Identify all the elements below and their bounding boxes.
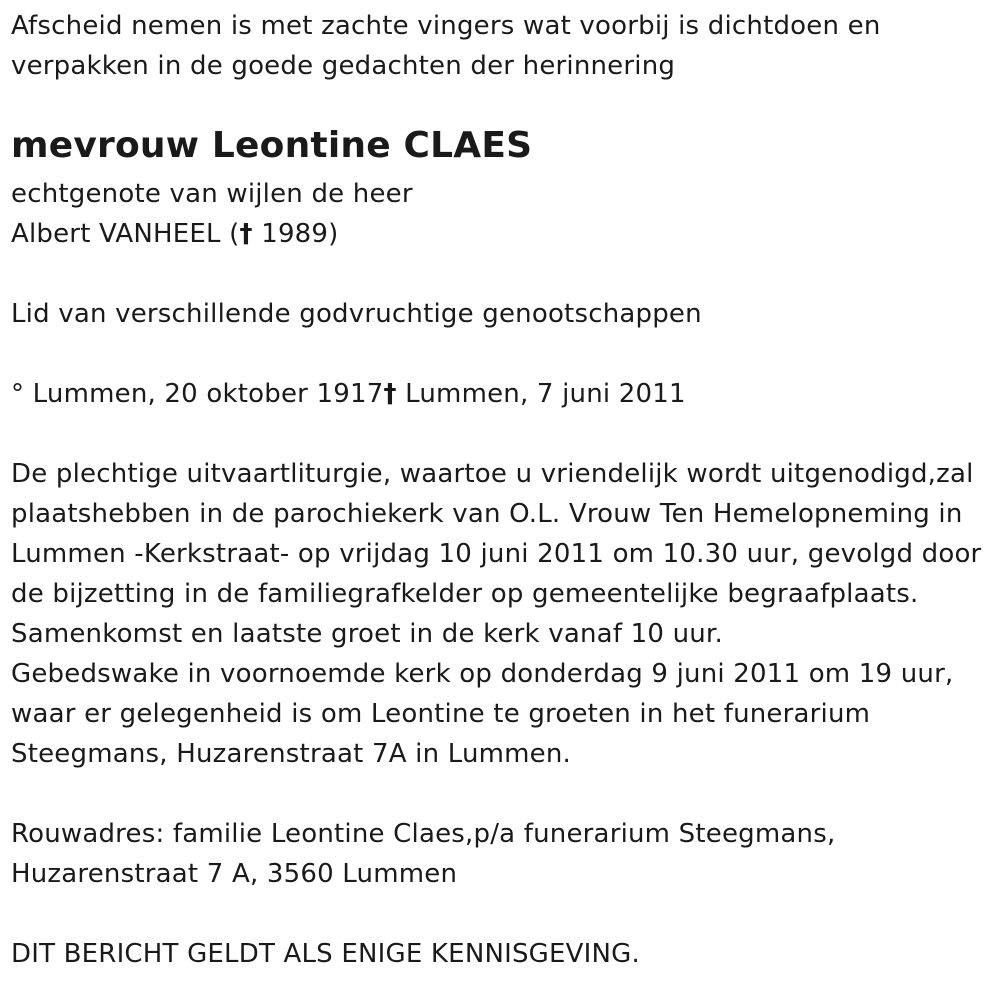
cross-icon: † <box>239 219 253 249</box>
ceremony-line: Gebedswake in voornoemde kerk op donderdag 9 juni 2011 om 19 uur, <box>11 659 954 689</box>
membership-text: Lid van verschillende godvruchtige genootschappen <box>11 299 702 329</box>
spouse-death-year: 1989) <box>252 219 339 249</box>
quote-line: verpakken in de goede gedachten der herinnering <box>11 51 676 81</box>
death-info: Lummen, 7 juni 2011 <box>396 379 686 409</box>
ceremony-line: de bijzetting in de familiegrafkelder op gemeentelijke begraafplaats. <box>11 579 919 609</box>
ceremony-block <box>11 454 991 774</box>
address-line: Rouwadres: familie Leontine Claes,p/a funerarium Steegmans, <box>11 819 836 849</box>
address-line: Huzarenstraat 7 A, 3560 Lummen <box>11 859 458 889</box>
deceased-name: mevrouw Leontine CLAES <box>11 125 533 166</box>
ceremony-line: Lummen -Kerkstraat- op vrijdag 10 juni 2011 om 10.30 uur, gevolgd door <box>11 539 982 569</box>
ceremony-line: Steegmans, Huzarenstraat 7A in Lummen. <box>11 739 572 769</box>
life-dates <box>11 374 991 414</box>
ceremony-line: Samenkomst en laatste groet in de kerk vanaf 10 uur. <box>11 619 723 649</box>
address-block <box>11 814 991 894</box>
quote-line: Afscheid nemen is met zachte vingers wat voorbij is dichtdoen en <box>11 11 881 41</box>
birth-info: ° Lummen, 20 oktober 1917 <box>11 379 384 409</box>
ceremony-line: De plechtige uitvaartliturgie, waartoe u vriendelijk wordt uitgenodigd,zal <box>11 459 974 489</box>
ceremony-line: waar er gelegenheid is om Leontine te groeten in het funerarium <box>11 699 871 729</box>
spouse-name: Albert VANHEEL ( <box>11 219 240 249</box>
quote-block <box>11 6 991 86</box>
death-notice <box>11 6 991 974</box>
spouse-name-line <box>11 214 991 254</box>
spouse-block <box>11 174 991 254</box>
ceremony-line: plaatshebben in de parochiekerk van O.L. Vrouw Ten Hemelopneming in <box>11 499 963 529</box>
closing-notice: DIT BERICHT GELDT ALS ENIGE KENNISGEVING. <box>11 939 640 969</box>
spouse-intro: echtgenote van wijlen de heer <box>11 179 413 209</box>
cross-icon: † <box>383 379 397 409</box>
